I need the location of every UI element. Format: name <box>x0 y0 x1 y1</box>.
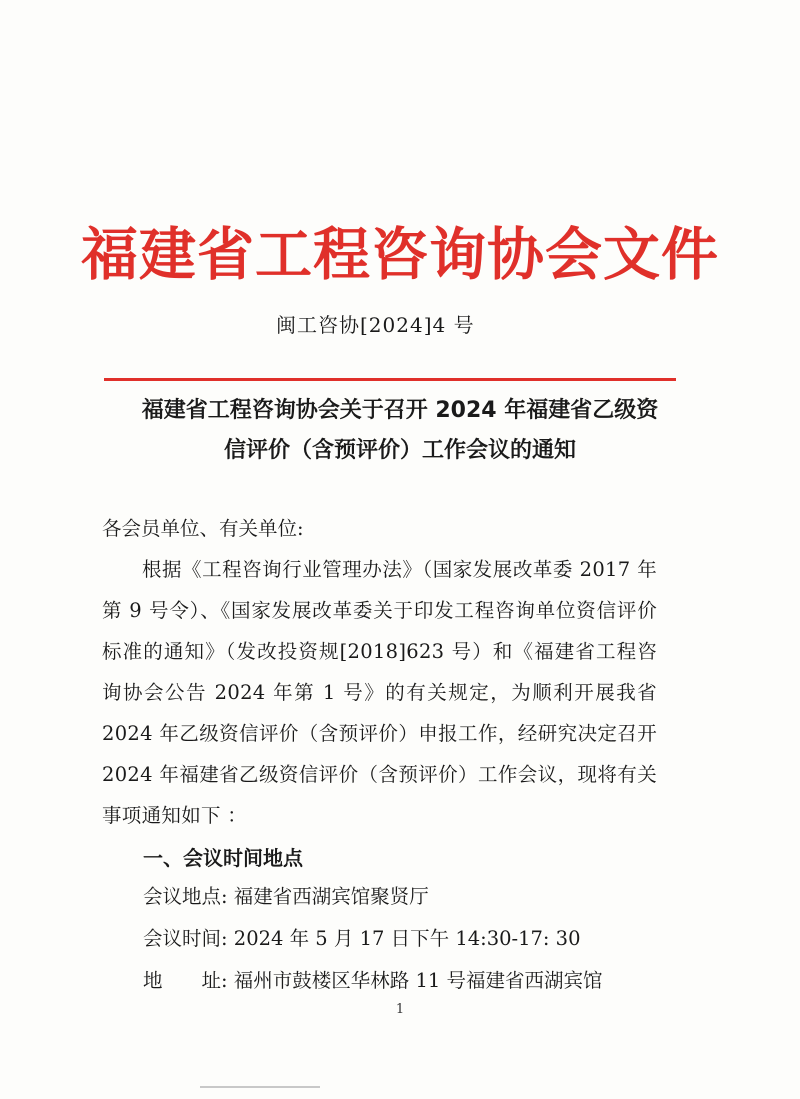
next-page-bleed <box>200 1086 320 1088</box>
section-heading-meeting: 一、会议时间地点 <box>143 846 303 870</box>
notice-title-line-1: 福建省工程咨询协会关于召开 2024 年福建省乙级资 <box>141 398 659 423</box>
address-value: 福州市鼓楼区华林路 11 号福建省西湖宾馆 <box>233 969 603 992</box>
salutation: 各会员单位、有关单位: <box>102 517 304 540</box>
meeting-place-value: 福建省西湖宾馆聚贤厅 <box>233 885 429 908</box>
notice-title <box>80 391 720 471</box>
address-label: 地 址: <box>143 969 228 992</box>
body-paragraph: 根据《工程咨询行业管理办法》（国家发展改革委 2017 年第 9 号令）、《国家发展改革委关于印发工程咨询单位资信评价标准的通知》（发改投资规[2018]623 号）和《福建省工程咨询协会公告 2024 年第 1 号》的有关规定，为顺利开展我省 2024 年乙级资信评价（含预评价）申报工作，经研究决定召开 2024 年福建省乙级资信评价（含预评价）工作会议，现将有关事项通知如下 ： <box>102 558 657 827</box>
document-number: 闽工咨协[2024]4 号 <box>276 313 475 337</box>
notice-title-line-2: 信评价（含预评价）工作会议的通知 <box>223 438 576 463</box>
meeting-place-label: 会议地点: <box>143 885 228 908</box>
page-number: 1 <box>395 1002 405 1017</box>
issuer-header: 福建省工程咨询协会文件 <box>81 221 719 288</box>
meeting-time-line <box>143 918 581 959</box>
address-line <box>143 960 603 1001</box>
header-divider <box>104 378 676 381</box>
meeting-place-line <box>143 876 429 917</box>
meeting-time-value: 2024 年 5 月 17 日下午 14:30-17: 30 <box>233 927 581 950</box>
meeting-time-label: 会议时间: <box>143 927 228 950</box>
